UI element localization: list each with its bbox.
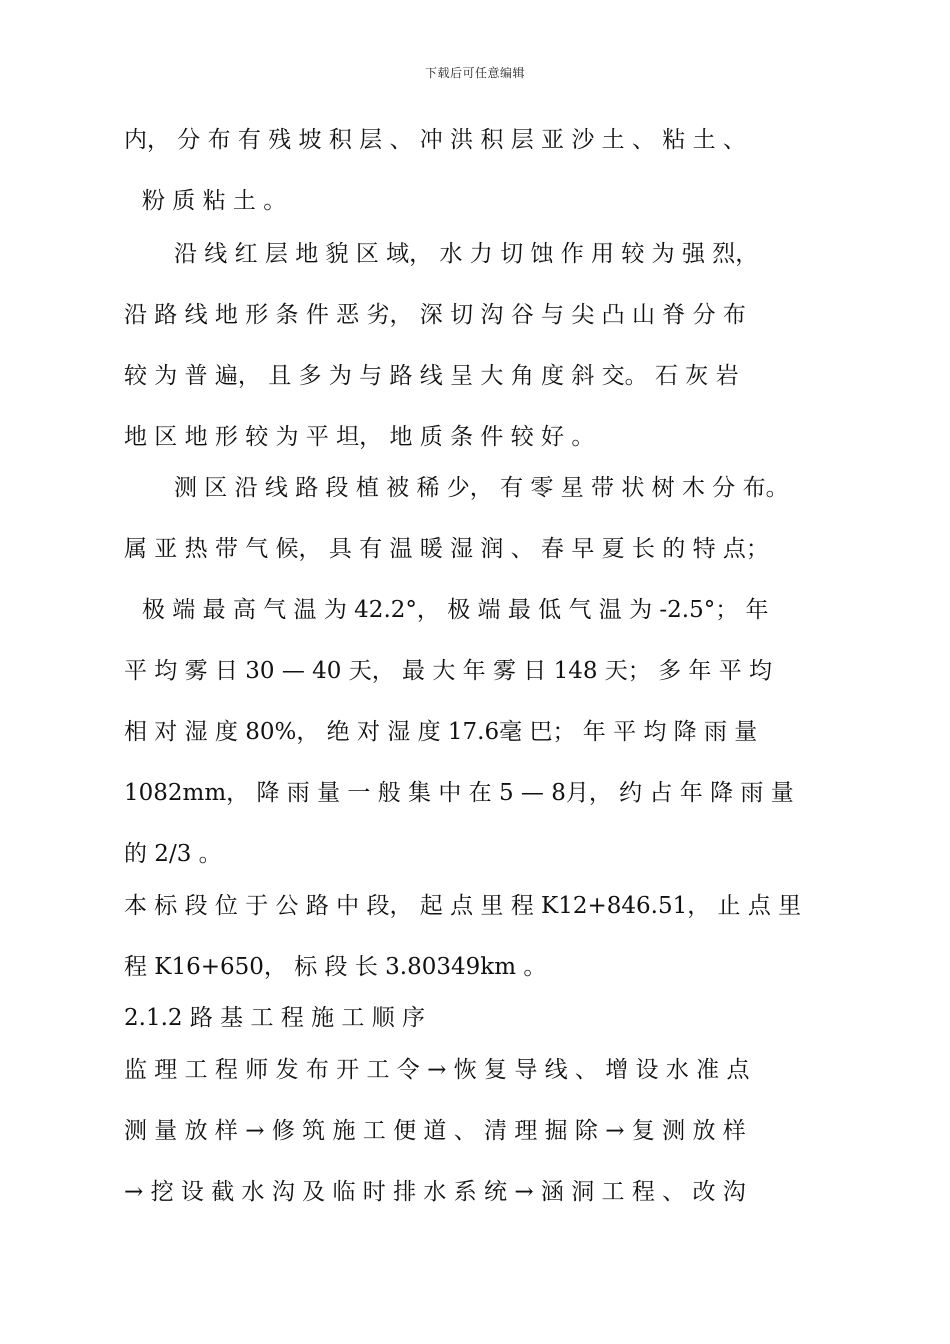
text-line-9: 极 端 最 高 气 温 为 42.2°， 极 端 最 低 气 温 为 -2.5°； 年: [142, 597, 769, 623]
text-line-10: 平 均 雾 日 30 — 40 天， 最 大 年 雾 日 148 天； 多 年 平 均: [124, 658, 773, 684]
text-line-6: 地 区 地 形 较 为 平 坦， 地 质 条 件 较 好 。: [124, 424, 595, 450]
text-line-5: 较 为 普 遍， 且 多 为 与 路 线 呈 大 角 度 斜 交。 石 灰 岩: [124, 363, 739, 389]
text-line-13: 的 2/3 。: [124, 841, 222, 867]
text-line-4: 沿 路 线 地 形 条 件 恶 劣， 深 切 沟 谷 与 尖 凸 山 脊 分 布: [124, 302, 746, 328]
text-line-18: 测 量 放 样 → 修 筑 施 工 便 道 、 清 理 掘 除 → 复 测 放 样: [124, 1118, 746, 1144]
text-line-7: 测 区 沿 线 路 段 植 被 稀 少， 有 零 星 带 状 树 木 分 布。: [174, 475, 789, 501]
text-line-15: 程 K16+650， 标 段 长 3.80349km 。: [124, 954, 547, 980]
page-header: 下载后可任意编辑: [424, 66, 525, 80]
text-line-14: 本 标 段 位 于 公 路 中 段， 起 点 里 程 K12+846.51， 止 点 里: [124, 893, 802, 919]
text-line-1: 内， 分 布 有 残 坡 积 层 、 冲 洪 积 层 亚 沙 土 、 粘 土 、: [124, 127, 746, 153]
section-heading: 2.1.2 路 基 工 程 施 工 顺 序: [124, 1005, 426, 1031]
text-line-17: 监 理 工 程 师 发 布 开 工 令 → 恢 复 导 线 、 增 设 水 准 点: [124, 1057, 750, 1083]
text-line-12: 1082mm， 降 雨 量 一 般 集 中 在 5 — 8月， 约 占 年 降 雨 量: [124, 780, 794, 806]
text-line-19: → 挖 设 截 水 沟 及 临 时 排 水 系 统 → 涵 洞 工 程 、 改 沟: [124, 1179, 746, 1205]
text-line-11: 相 对 湿 度 80%， 绝 对 湿 度 17.6毫 巴； 年 平 均 降 雨 量: [124, 719, 758, 745]
text-line-3: 沿 线 红 层 地 貌 区 域， 水 力 切 蚀 作 用 较 为 强 烈，: [174, 241, 759, 267]
text-line-8: 属 亚 热 带 气 候， 具 有 温 暖 湿 润 、 春 早 夏 长 的 特 点；: [124, 536, 769, 562]
text-line-2: 粉 质 粘 土 。: [142, 188, 287, 214]
